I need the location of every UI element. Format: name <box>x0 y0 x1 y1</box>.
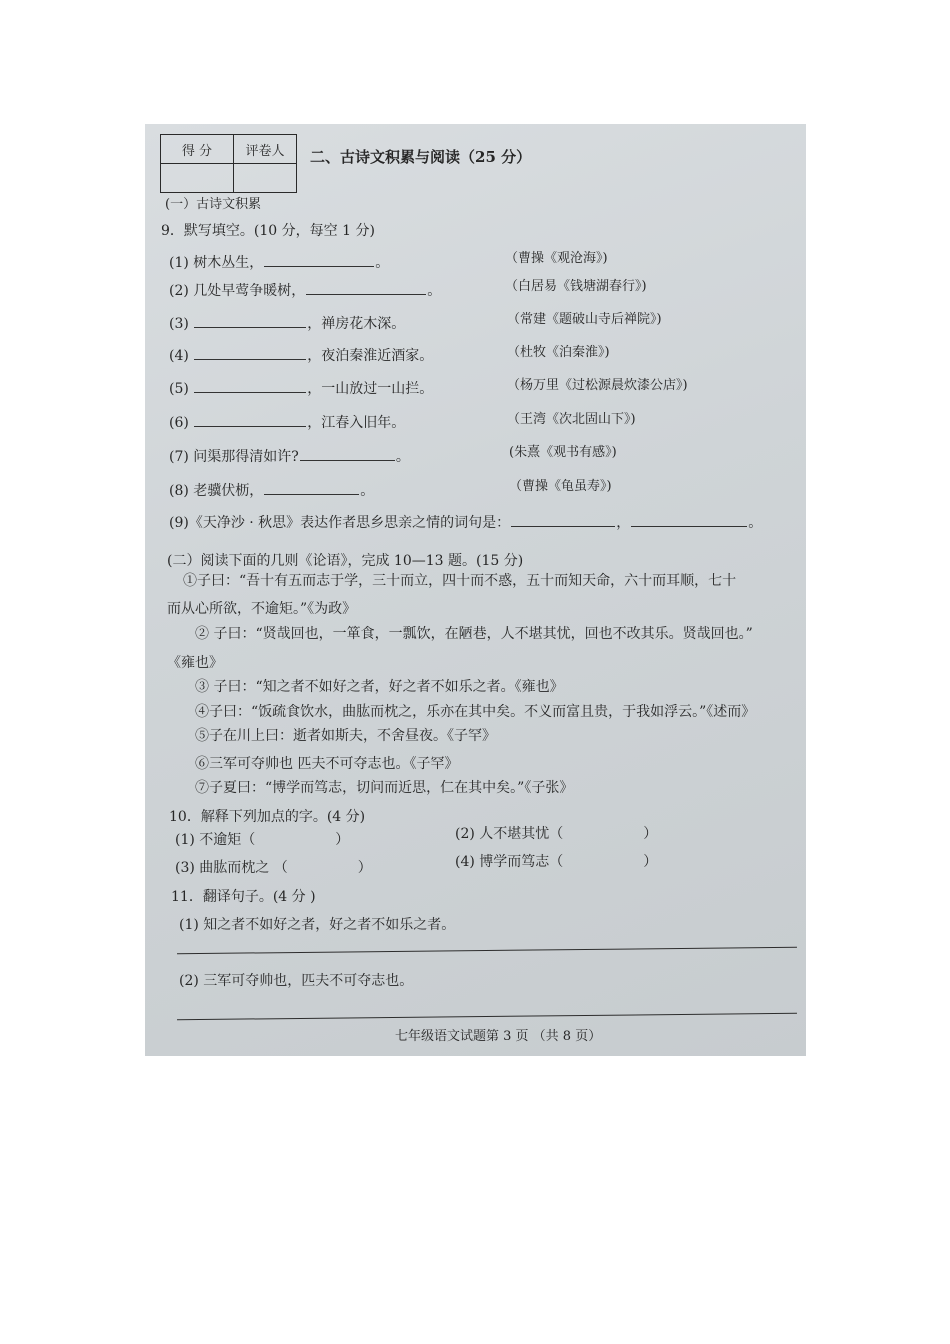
q10-item-3: (3) 曲肱而枕之 （ ） <box>175 860 372 876</box>
q9-item-1: (1) 树木丛生， 。 <box>169 255 390 271</box>
q10-item-1: (1) 不逾矩（ ） <box>175 832 350 848</box>
q10-item-4: (4) 博学而笃志（ ） <box>455 854 658 870</box>
passage-line: ③ 子曰：“知之者不如好之者，好之者不如乐之者。《雍也》 <box>195 679 564 695</box>
grader-cell[interactable] <box>234 164 297 193</box>
q9-item-6: (6) ，江春入旧年。 <box>169 415 406 431</box>
q9-source-3: （常建《题破山寺后禅院》) <box>507 312 662 327</box>
answer-blank[interactable] <box>194 347 306 360</box>
answer-blank[interactable] <box>511 514 615 527</box>
q10-stem: 10．解释下列加点的字。(4 分) <box>169 809 366 825</box>
q9-item-8: (8) 老骥伏枥， 。 <box>169 483 375 499</box>
answer-blank[interactable] <box>194 315 306 328</box>
exam-page-photo <box>145 124 806 1056</box>
answer-line[interactable] <box>177 947 797 955</box>
score-box <box>160 134 297 193</box>
q9-source-7: (朱熹《观书有感》) <box>509 445 617 460</box>
q9-item-7: (7) 问渠那得清如许? 。 <box>169 449 410 465</box>
q9-source-8: （曹操《龟虽寿》) <box>509 479 612 494</box>
answer-blank[interactable] <box>631 514 747 527</box>
answer-blank[interactable] <box>194 380 306 393</box>
q9-item-2: (2) 几处早莺争暖树， 。 <box>169 283 442 299</box>
part1-title: (一）古诗文积累 <box>165 197 262 212</box>
answer-blank[interactable] <box>306 282 426 295</box>
q9-source-2: （白居易《钱塘湖春行》) <box>505 279 647 294</box>
q11-item-1: (1) 知之者不如好之者，好之者不如乐之者。 <box>179 917 456 933</box>
q9-source-6: （王湾《次北固山下》) <box>507 412 636 427</box>
grader-label: 评卷人 <box>234 135 297 164</box>
q9-item-5: (5) ，一山放过一山拦。 <box>169 381 434 397</box>
answer-blank[interactable] <box>194 414 306 427</box>
passage-line: 而从心所欲，不逾矩。”《为政》 <box>167 601 357 617</box>
answer-blank[interactable] <box>264 254 374 267</box>
part2-title: (二）阅读下面的几则《论语》，完成 10—13 题。(15 分) <box>167 553 524 569</box>
section-title: 二、古诗文积累与阅读（25 分） <box>310 148 532 166</box>
answer-line[interactable] <box>177 1013 797 1021</box>
q9-source-1: （曹操《观沧海》) <box>505 251 608 266</box>
score-cell[interactable] <box>161 164 234 193</box>
q9-item-9: (9)《天净沙 · 秋思》表达作者思乡思亲之情的词句是： ， 。 <box>169 515 763 531</box>
passage-line: 《雍也》 <box>167 655 223 671</box>
passage-line: ⑦子夏曰：“博学而笃志，切问而近思，仁在其中矣。”《子张》 <box>195 780 574 796</box>
score-label: 得 分 <box>161 135 234 164</box>
page-footer: 七年级语文试题第 3 页 （共 8 页） <box>395 1029 602 1044</box>
passage-line: ①子曰：“吾十有五而志于学，三十而立，四十而不惑，五十而知天命，六十而耳顺，七十 <box>183 573 737 589</box>
q11-stem: 11．翻译句子。(4 分 ) <box>171 889 316 905</box>
q10-item-2: (2) 人不堪其忧（ ） <box>455 826 658 842</box>
q9-item-4: (4) ，夜泊秦淮近酒家。 <box>169 348 434 364</box>
passage-line: ② 子曰：“贤哉回也，一箪食，一瓢饮，在陋巷，人不堪其忧，回也不改其乐。贤哉回也。” <box>195 626 753 642</box>
q11-item-2: (2) 三军可夺帅也，匹夫不可夺志也。 <box>179 973 414 989</box>
passage-line: ④子曰：“饭疏食饮水，曲肱而枕之，乐亦在其中矣。不义而富且贵，于我如浮云。”《述而》 <box>195 704 756 720</box>
q9-source-5: （杨万里《过松源晨炊漆公店》) <box>507 378 688 393</box>
passage-line: ⑥三军可夺帅也 匹夫不可夺志也。《子罕》 <box>195 756 459 772</box>
q9-item-3: (3) ，禅房花木深。 <box>169 316 406 332</box>
answer-blank[interactable] <box>264 482 359 495</box>
q9-source-4: （杜牧《泊秦淮》) <box>507 345 610 360</box>
answer-blank[interactable] <box>300 448 395 461</box>
passage-line: ⑤子在川上曰：逝者如斯夫，不舍昼夜。《子罕》 <box>195 728 496 744</box>
q9-stem: 9．默写填空。(10 分，每空 1 分) <box>161 223 375 239</box>
